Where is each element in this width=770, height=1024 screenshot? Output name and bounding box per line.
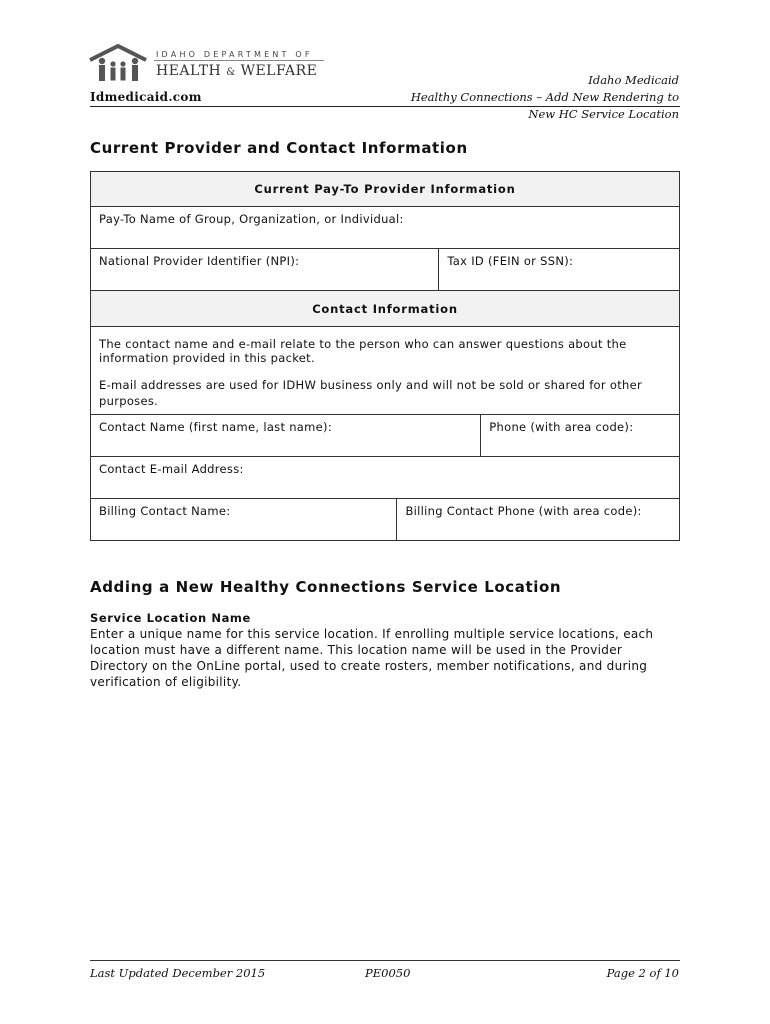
footer-form-number: PE0050 (365, 966, 411, 980)
site-url: Idmedicaid.com (90, 90, 202, 104)
service-location-instructions: Enter a unique name for this service location. If enrolling multiple service locations, each location must have a different name. This location name will be used in the Provider Directory on the OnLine portal, used to create rosters, member notifications, and during verification of eligibility. (90, 627, 654, 689)
footer-last-updated: Last Updated December 2015 (90, 966, 266, 980)
payto-name-field[interactable] (91, 207, 680, 249)
logo-main-line (156, 63, 317, 79)
header-right-line2: Healthy Connections – Add New Rendering to (410, 90, 679, 104)
contact-email-field[interactable] (91, 457, 680, 499)
contact-note-1: The contact name and e-mail relate to the person who can answer questions about the information provided in this packet. (91, 327, 680, 372)
contact-name-field[interactable] (91, 415, 481, 457)
header-right-line1: Idaho Medicaid (588, 73, 679, 87)
contact-section-header: Contact Information (91, 291, 680, 327)
logo-rule (154, 60, 324, 61)
provider-contact-form (90, 171, 680, 541)
footer-page-number: Page 2 of 10 (606, 966, 679, 980)
contact-email-label: Contact E-mail Address: (99, 462, 244, 476)
section-title-adding-location: Adding a New Healthy Connections Service Location (90, 578, 562, 596)
logo-amp: & (226, 67, 236, 78)
phone-field[interactable] (481, 415, 680, 457)
idhw-logo (88, 44, 328, 88)
service-location-name-heading: Service Location Name (90, 611, 251, 625)
billing-contact-name-field[interactable] (91, 499, 397, 541)
contact-note-2: E-mail addresses are used for IDHW business only and will not be sold or shared for other purposes. (91, 371, 680, 415)
logo-health: HEALTH (156, 63, 222, 79)
taxid-field[interactable] (439, 249, 680, 291)
section-title-current-provider: Current Provider and Contact Information (90, 139, 468, 157)
logo-welfare: WELFARE (240, 63, 318, 79)
family-house-icon (88, 44, 150, 84)
contact-name-label: Contact Name (first name, last name): (99, 420, 332, 434)
billing-contact-name-label: Billing Contact Name: (99, 504, 231, 518)
header-right-line3: New HC Service Location (528, 107, 679, 121)
logo-top-line: IDAHO DEPARTMENT OF (156, 50, 313, 59)
header-divider (90, 106, 680, 107)
header-doc-title (411, 72, 679, 123)
payto-name-label: Pay-To Name of Group, Organization, or Individual: (99, 212, 404, 226)
npi-label: National Provider Identifier (NPI): (99, 254, 300, 268)
phone-label: Phone (with area code): (489, 420, 634, 434)
billing-contact-phone-label: Billing Contact Phone (with area code): (405, 504, 642, 518)
footer-divider (90, 960, 680, 961)
payto-section-header: Current Pay-To Provider Information (91, 172, 680, 207)
taxid-label: Tax ID (FEIN or SSN): (447, 254, 574, 268)
npi-field[interactable] (91, 249, 439, 291)
billing-contact-phone-field[interactable] (397, 499, 680, 541)
